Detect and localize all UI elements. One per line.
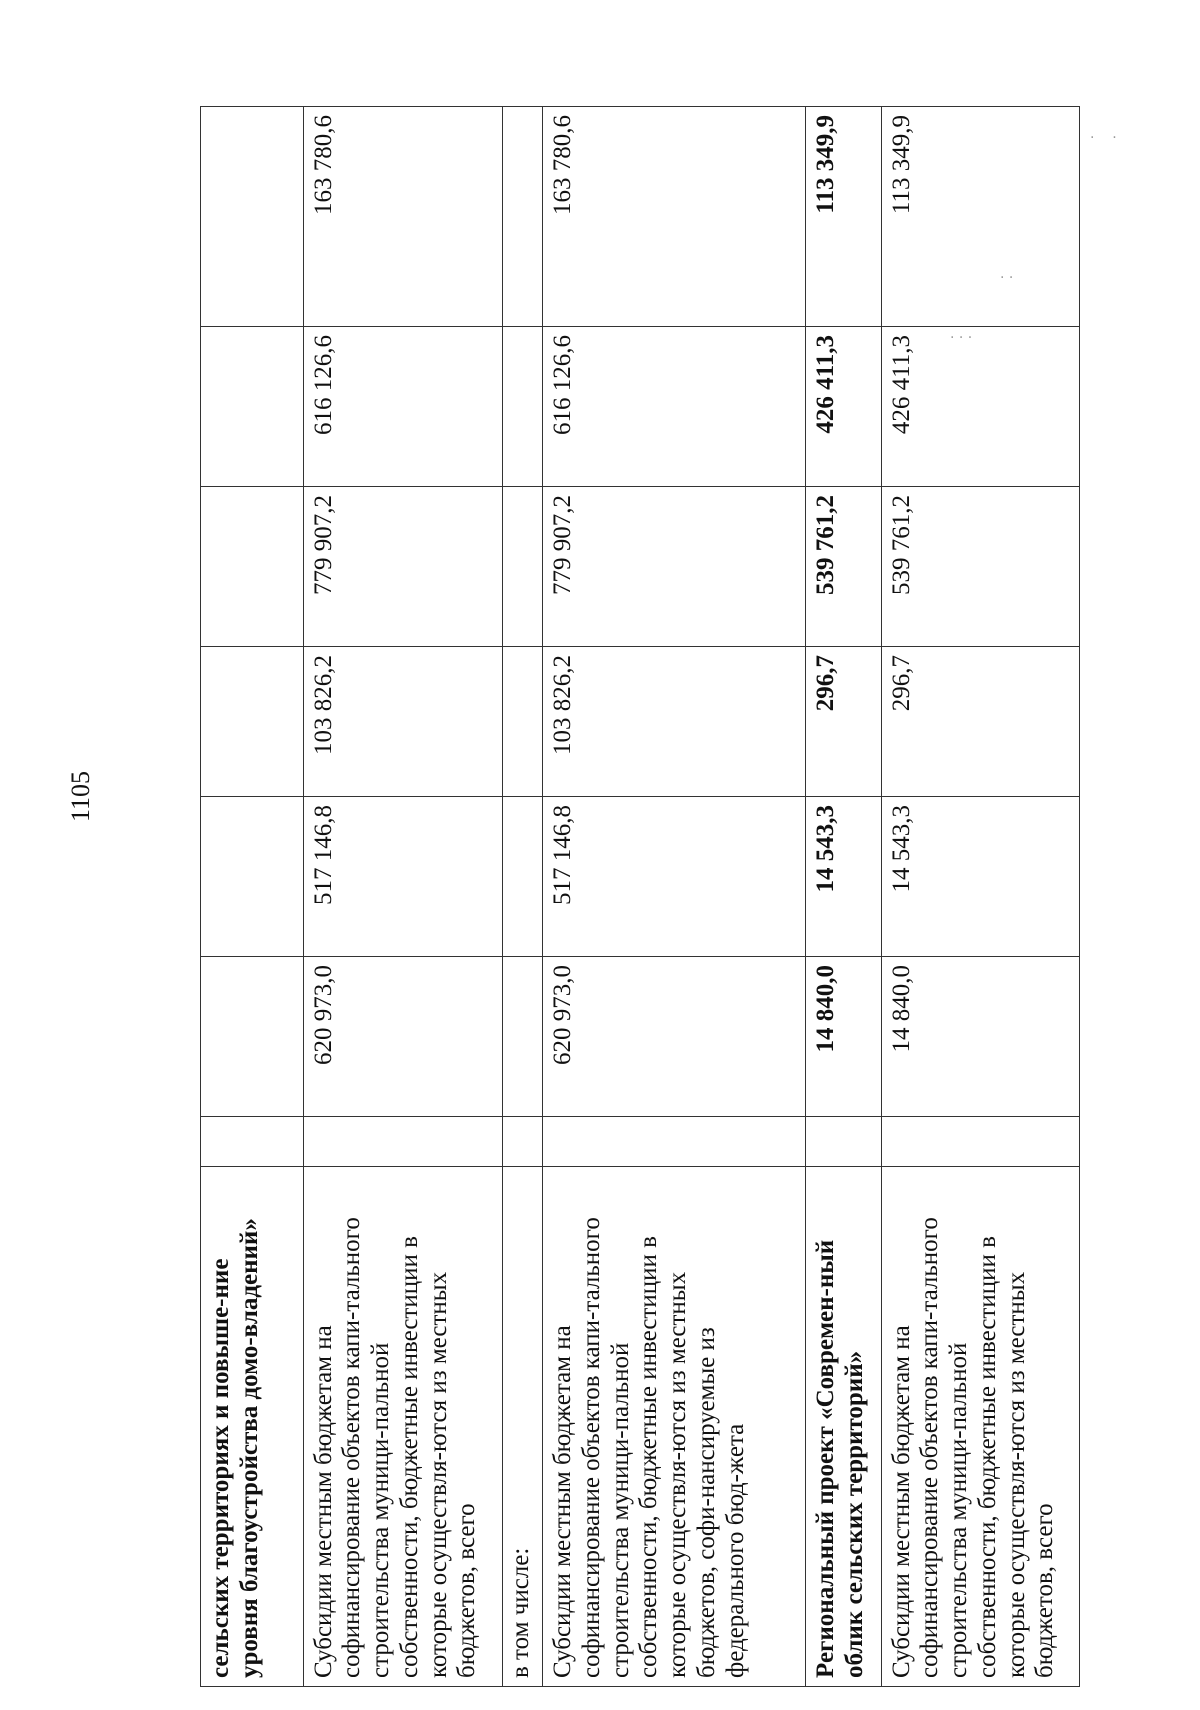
value-cell [502,647,542,797]
page-number: 1105 [66,770,95,822]
value-cell [502,957,542,1117]
table-row [502,107,542,1687]
spacer-cell [201,1117,304,1167]
value-cell: 103 826,2 [303,647,502,797]
row-name-cell: Региональный проект «Современ-ный облик сельских территорий» [806,1167,881,1687]
scan-artifacts: · · [1090,130,1117,146]
value-cell: 426 411,3 [806,327,881,487]
value-cell: 426 411,3 [881,327,1079,487]
value-cell: 14 543,3 [881,797,1079,957]
row-name-cell: Субсидии местным бюджетам на софинансирование объектов капи-тального строительства муници-пальной собственности, бюджетные инвестиции в которые осуществля-ются из местных бюджетов, всего [303,1167,502,1687]
value-cell [502,327,542,487]
value-cell [201,487,304,647]
value-cell: 517 146,8 [303,797,502,957]
spacer-cell [502,1117,542,1167]
value-cell: 14 840,0 [806,957,881,1117]
value-cell: 620 973,0 [543,957,806,1117]
value-cell: 539 761,2 [806,487,881,647]
value-cell: 779 907,2 [303,487,502,647]
scan-artifacts: · · · [950,330,973,346]
value-cell: 620 973,0 [303,957,502,1117]
value-cell: 779 907,2 [543,487,806,647]
value-cell [201,797,304,957]
spacer-cell [881,1117,1079,1167]
value-cell [201,957,304,1117]
table-row [303,107,502,1687]
value-cell [201,327,304,487]
value-cell [502,487,542,647]
value-cell: 103 826,2 [543,647,806,797]
scan-artifacts: · · [1000,270,1014,286]
value-cell: 14 840,0 [881,957,1079,1117]
spacer-cell [806,1117,881,1167]
table-row [543,107,806,1687]
value-cell [502,107,542,327]
row-name-cell: сельских территориях и повыше-ние уровня благоустройства домо-владений» [201,1167,304,1687]
table-row [201,107,304,1687]
value-cell [201,107,304,327]
row-name-cell: Субсидии местным бюджетам на софинансирование объектов капи-тального строительства муници-пальной собственности, бюджетные инвестиции в которые осуществля-ются из местных бюджетов, всего [881,1167,1079,1687]
rotated-table-frame [200,107,1080,1687]
value-cell: 14 543,3 [806,797,881,957]
value-cell: 296,7 [881,647,1079,797]
value-cell: 296,7 [806,647,881,797]
row-name-cell: Субсидии местным бюджетам на софинансирование объектов капи-тального строительства муници-пальной собственности, бюджетные инвестиции в которые осуществля-ются из местных бюджетов, софи-нансируемые из федерального бюд-жета [543,1167,806,1687]
value-cell: 517 146,8 [543,797,806,957]
spacer-cell [303,1117,502,1167]
table-row [806,107,881,1687]
value-cell [502,797,542,957]
value-cell: 113 349,9 [806,107,881,327]
value-cell [201,647,304,797]
spacer-cell [543,1117,806,1167]
row-name-cell: в том числе: [502,1167,542,1687]
value-cell: 163 780,6 [303,107,502,327]
table-row [881,107,1079,1687]
budget-table [200,106,1080,1687]
value-cell: 616 126,6 [543,327,806,487]
value-cell: 539 761,2 [881,487,1079,647]
value-cell: 113 349,9 [881,107,1079,327]
value-cell: 163 780,6 [543,107,806,327]
value-cell: 616 126,6 [303,327,502,487]
